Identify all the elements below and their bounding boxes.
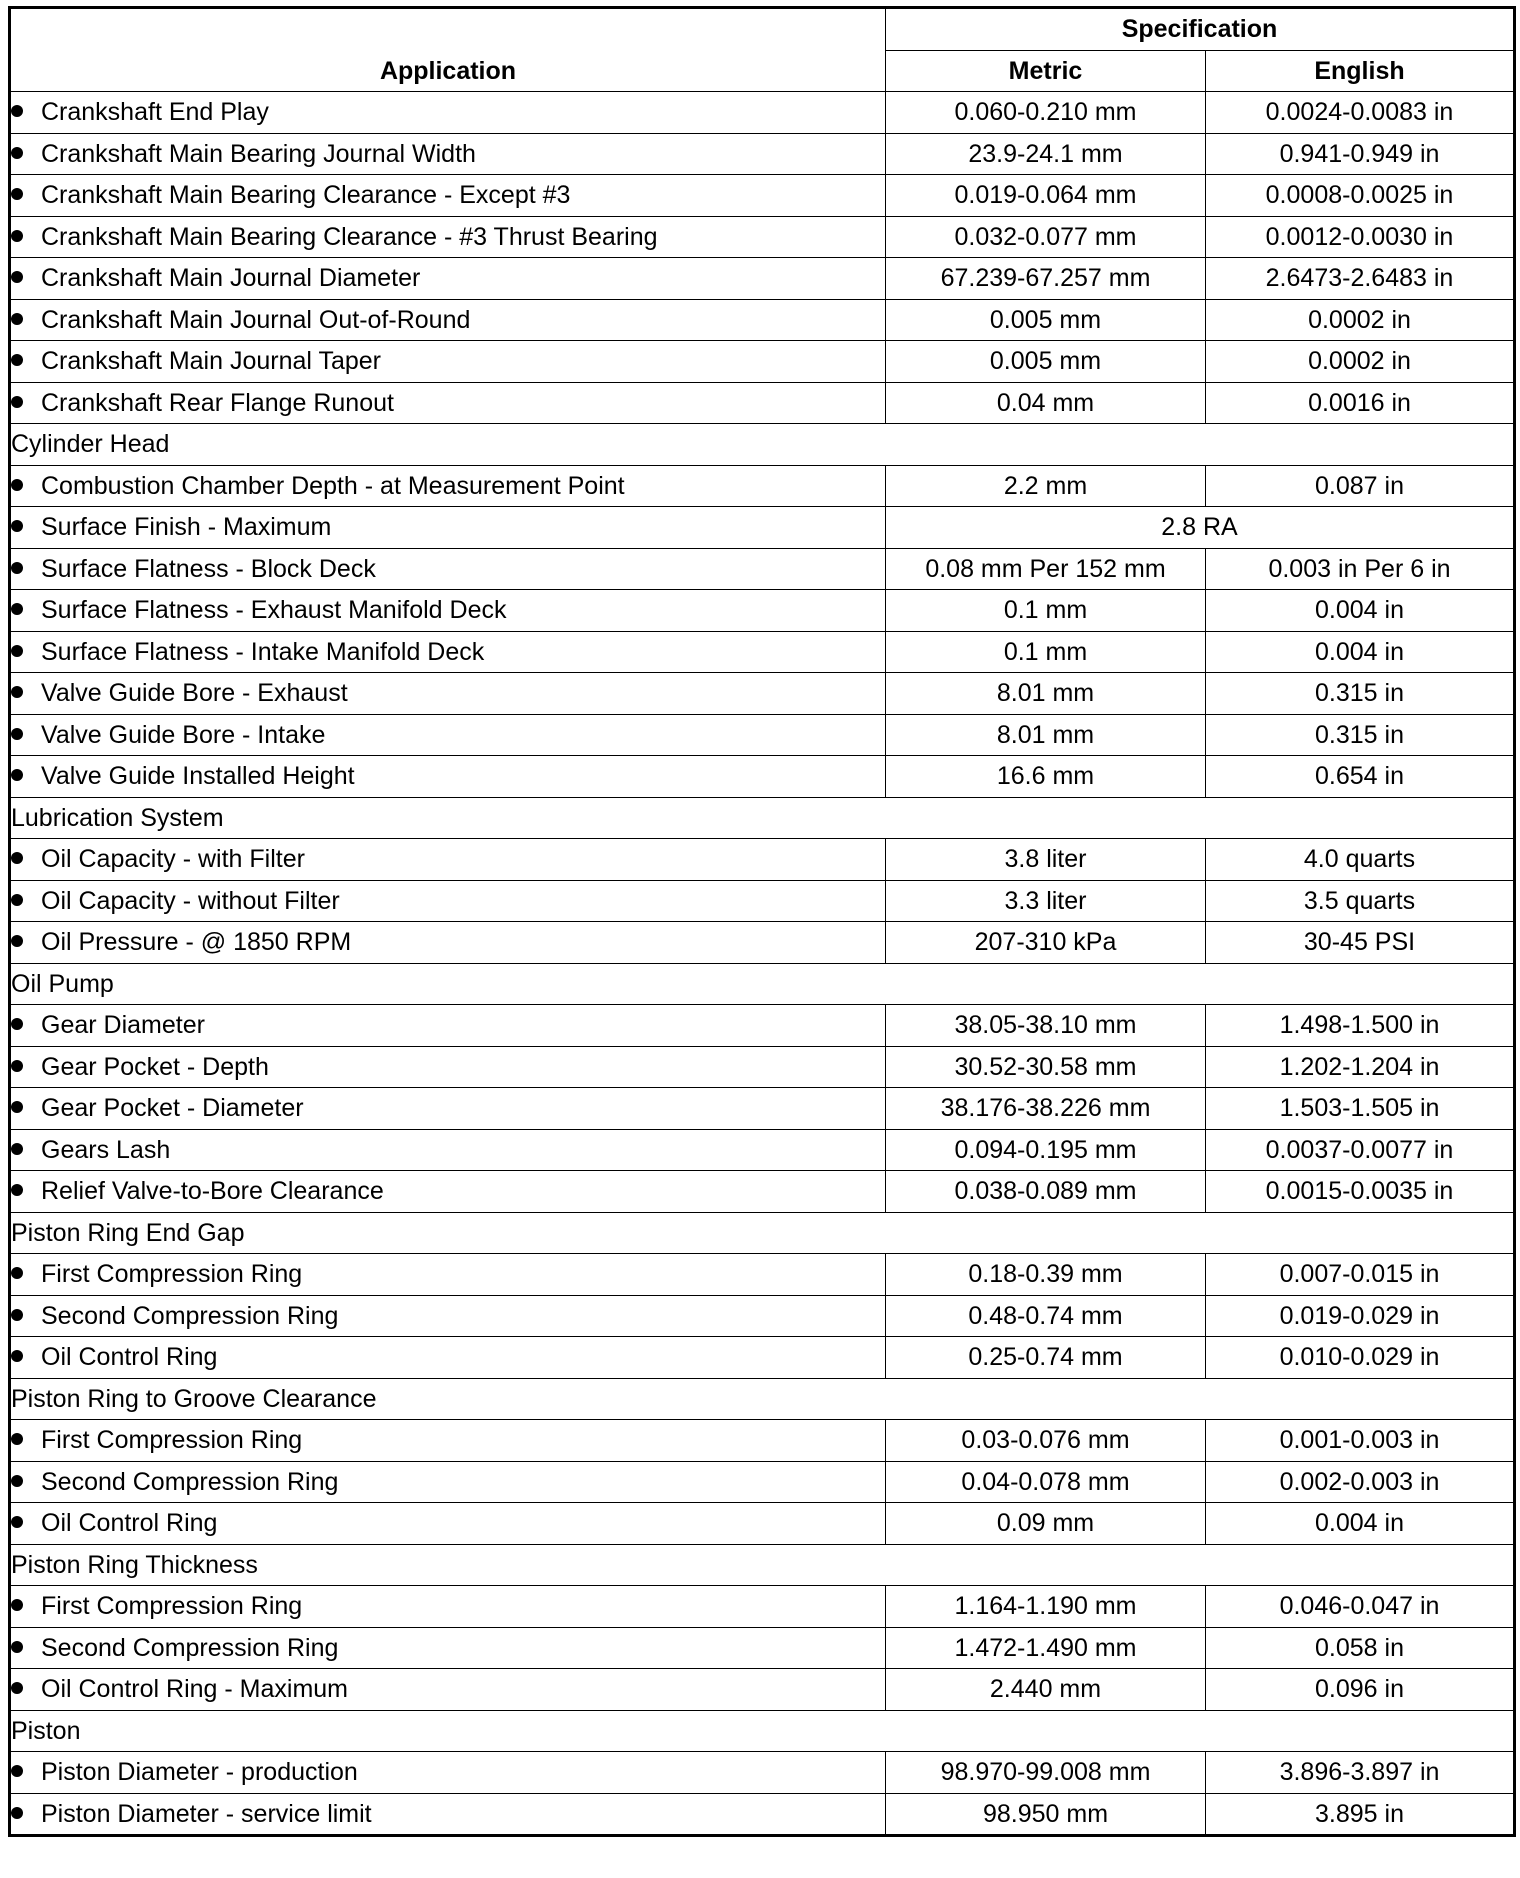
table-row [10,1503,1515,1545]
application-cell [10,1046,886,1088]
table-row [10,1088,1515,1130]
table-row [10,1586,1515,1628]
metric-value-cell: 98.950 mm [886,1793,1206,1836]
bullet-icon [11,1101,23,1113]
metric-value-cell: 0.48-0.74 mm [886,1295,1206,1337]
metric-value-cell: 38.176-38.226 mm [886,1088,1206,1130]
english-value-cell: 2.6473-2.6483 in [1206,258,1515,300]
application-label: Surface Flatness - Intake Manifold Deck [41,637,485,666]
application-cell [10,880,886,922]
application-cell [10,839,886,881]
bullet-icon [11,769,23,781]
table-row [10,507,1515,549]
english-value-cell: 0.004 in [1206,1503,1515,1545]
table-row [10,1752,1515,1794]
english-value-cell: 0.004 in [1206,631,1515,673]
english-value-cell: 0.087 in [1206,465,1515,507]
table-row [10,1461,1515,1503]
bullet-icon [11,852,23,864]
bullet-icon [11,1765,23,1777]
section-row [10,1212,1515,1254]
application-cell [10,258,886,300]
section-heading: Piston Ring to Groove Clearance [10,1378,1515,1420]
english-value-cell: 0.003 in Per 6 in [1206,548,1515,590]
application-label: First Compression Ring [41,1592,303,1620]
metric-value-cell: 30.52-30.58 mm [886,1046,1206,1088]
table-body [10,92,1515,1836]
english-value-cell: 3.896-3.897 in [1206,1752,1515,1794]
application-cell [10,1337,886,1379]
metric-header: Metric [886,50,1206,92]
section-heading: Lubrication System [10,797,1515,839]
bullet-icon [11,1433,23,1445]
table-row [10,1005,1515,1047]
application-label: Second Compression Ring [41,1301,339,1330]
bullet-icon [11,147,23,159]
english-value-cell: 0.941-0.949 in [1206,133,1515,175]
specification-header: Specification [886,8,1515,51]
metric-value-cell: 3.3 liter [886,880,1206,922]
english-value-cell: 0.315 in [1206,714,1515,756]
section-heading: Cylinder Head [10,424,1515,466]
bullet-icon [11,1184,23,1196]
table-row [10,1337,1515,1379]
bullet-icon [11,728,23,740]
application-cell [10,341,886,383]
table-row [10,133,1515,175]
english-value-cell: 3.895 in [1206,1793,1515,1836]
english-value-cell: 0.007-0.015 in [1206,1254,1515,1296]
table-row [10,548,1515,590]
bullet-icon [11,1350,23,1362]
bullet-icon [11,354,23,366]
metric-value-cell: 0.038-0.089 mm [886,1171,1206,1213]
application-cell [10,631,886,673]
application-cell [10,1254,886,1296]
application-cell [10,922,886,964]
application-label: First Compression Ring [41,1426,303,1454]
application-cell [10,1005,886,1047]
metric-value-cell: 8.01 mm [886,714,1206,756]
metric-value-cell: 16.6 mm [886,756,1206,798]
table-row [10,216,1515,258]
table-row [10,880,1515,922]
bullet-icon [11,271,23,283]
application-label: Piston Diameter - service limit [41,1799,372,1828]
bullet-icon [11,313,23,325]
application-label: Surface Flatness - Block Deck [41,554,376,583]
application-label: Second Compression Ring [41,1467,339,1496]
bullet-icon [11,1682,23,1694]
application-label: Crankshaft Main Journal Taper [41,347,381,375]
application-cell [10,175,886,217]
metric-value-cell: 207-310 kPa [886,922,1206,964]
application-label: Oil Pressure - @ 1850 RPM [41,928,352,956]
application-label: Crankshaft End Play [41,98,269,126]
section-heading: Piston Ring End Gap [10,1212,1515,1254]
bullet-icon [11,686,23,698]
table-row [10,1254,1515,1296]
table-row [10,175,1515,217]
metric-value-cell: 1.472-1.490 mm [886,1627,1206,1669]
application-cell [10,92,886,134]
metric-value-cell: 98.970-99.008 mm [886,1752,1206,1794]
section-row [10,797,1515,839]
english-value-cell: 0.001-0.003 in [1206,1420,1515,1462]
bullet-icon [11,1516,23,1528]
bullet-icon [11,1267,23,1279]
english-value-cell: 0.058 in [1206,1627,1515,1669]
specification-table [8,6,1516,1837]
table-row [10,258,1515,300]
metric-value-cell: 1.164-1.190 mm [886,1586,1206,1628]
application-cell [10,590,886,632]
section-row [10,424,1515,466]
application-label: Oil Capacity - with Filter [41,845,305,873]
application-cell [10,756,886,798]
english-header: English [1206,50,1515,92]
english-value-cell: 1.503-1.505 in [1206,1088,1515,1130]
table-row [10,341,1515,383]
application-cell [10,1295,886,1337]
section-row [10,963,1515,1005]
application-cell [10,1088,886,1130]
application-label: Gear Pocket - Depth [41,1052,269,1081]
application-label: Oil Control Ring [41,1509,218,1537]
application-cell [10,1503,886,1545]
table-row [10,1295,1515,1337]
application-label: Valve Guide Bore - Exhaust [41,679,348,707]
table-row [10,631,1515,673]
application-cell [10,1420,886,1462]
application-label: Valve Guide Bore - Intake [41,720,326,749]
bullet-icon [11,935,23,947]
application-label: Relief Valve-to-Bore Clearance [41,1177,384,1205]
english-value-cell: 0.654 in [1206,756,1515,798]
bullet-icon [11,603,23,615]
application-label: First Compression Ring [41,1260,303,1288]
english-value-cell: 0.046-0.047 in [1206,1586,1515,1628]
english-value-cell: 0.002-0.003 in [1206,1461,1515,1503]
application-cell [10,1627,886,1669]
table-row [10,1171,1515,1213]
table-row [10,382,1515,424]
table-row [10,590,1515,632]
metric-value-cell: 0.25-0.74 mm [886,1337,1206,1379]
application-label: Oil Capacity - without Filter [41,886,340,915]
english-value-cell: 0.0002 in [1206,299,1515,341]
english-value-cell: 0.0024-0.0083 in [1206,92,1515,134]
metric-value-cell: 0.03-0.076 mm [886,1420,1206,1462]
application-cell [10,465,886,507]
table-row [10,92,1515,134]
application-label: Oil Control Ring - Maximum [41,1675,349,1703]
bullet-icon [11,1475,23,1487]
application-cell [10,507,886,549]
metric-value-cell: 8.01 mm [886,673,1206,715]
section-heading: Oil Pump [10,963,1515,1005]
application-label: Crankshaft Rear Flange Runout [41,388,394,417]
application-label: Crankshaft Main Bearing Journal Width [41,139,476,168]
bullet-icon [11,1060,23,1072]
english-value-cell: 0.0002 in [1206,341,1515,383]
section-heading: Piston Ring Thickness [10,1544,1515,1586]
english-value-cell: 0.010-0.029 in [1206,1337,1515,1379]
bullet-icon [11,894,23,906]
table-row [10,839,1515,881]
table-row [10,1420,1515,1462]
application-cell [10,1793,886,1836]
table-row [10,1669,1515,1711]
application-cell [10,1752,886,1794]
application-cell [10,1129,886,1171]
application-label: Surface Finish - Maximum [41,513,332,541]
application-cell [10,382,886,424]
english-value-cell: 0.0016 in [1206,382,1515,424]
application-cell [10,673,886,715]
bullet-icon [11,520,23,532]
table-row [10,299,1515,341]
application-label: Gears Lash [41,1135,171,1164]
bullet-icon [11,645,23,657]
application-label: Combustion Chamber Depth - at Measurement Point [41,471,625,500]
metric-value-cell: 0.094-0.195 mm [886,1129,1206,1171]
metric-value-cell: 0.04-0.078 mm [886,1461,1206,1503]
application-label: Crankshaft Main Journal Diameter [41,264,421,292]
metric-value-cell: 0.18-0.39 mm [886,1254,1206,1296]
english-value-cell: 3.5 quarts [1206,880,1515,922]
application-cell [10,714,886,756]
metric-value-cell: 0.005 mm [886,341,1206,383]
english-value-cell: 1.202-1.204 in [1206,1046,1515,1088]
english-value-cell: 0.0015-0.0035 in [1206,1171,1515,1213]
metric-value-cell: 0.04 mm [886,382,1206,424]
application-label: Piston Diameter - production [41,1758,358,1786]
english-value-cell: 0.004 in [1206,590,1515,632]
bullet-icon [11,1309,23,1321]
table-row [10,1627,1515,1669]
application-label: Oil Control Ring [41,1343,218,1371]
application-label: Valve Guide Installed Height [41,762,355,790]
application-label: Gear Pocket - Diameter [41,1094,304,1122]
english-value-cell: 0.019-0.029 in [1206,1295,1515,1337]
metric-value-cell: 67.239-67.257 mm [886,258,1206,300]
bullet-icon [11,479,23,491]
english-value-cell: 4.0 quarts [1206,839,1515,881]
spec-value-cell: 2.8 RA [886,507,1515,549]
application-cell [10,1669,886,1711]
table-row [10,1046,1515,1088]
application-cell [10,1171,886,1213]
bullet-icon [11,1143,23,1155]
metric-value-cell: 0.032-0.077 mm [886,216,1206,258]
metric-value-cell: 2.440 mm [886,1669,1206,1711]
application-cell [10,1586,886,1628]
metric-value-cell: 0.08 mm Per 152 mm [886,548,1206,590]
metric-value-cell: 0.019-0.064 mm [886,175,1206,217]
application-label: Crankshaft Main Journal Out-of-Round [41,305,471,334]
metric-value-cell: 23.9-24.1 mm [886,133,1206,175]
english-value-cell: 0.0008-0.0025 in [1206,175,1515,217]
english-value-cell: 0.315 in [1206,673,1515,715]
section-heading: Piston [10,1710,1515,1752]
metric-value-cell: 0.1 mm [886,590,1206,632]
section-row [10,1544,1515,1586]
table-row [10,673,1515,715]
english-value-cell: 0.096 in [1206,1669,1515,1711]
application-label: Gear Diameter [41,1011,205,1039]
table-row [10,922,1515,964]
english-value-cell: 0.0037-0.0077 in [1206,1129,1515,1171]
bullet-icon [11,396,23,408]
section-row [10,1378,1515,1420]
application-header: Application [10,8,886,92]
application-cell [10,216,886,258]
section-row [10,1710,1515,1752]
table-row [10,756,1515,798]
metric-value-cell: 0.005 mm [886,299,1206,341]
table-row [10,465,1515,507]
metric-value-cell: 0.1 mm [886,631,1206,673]
application-cell [10,133,886,175]
application-cell [10,299,886,341]
bullet-icon [11,562,23,574]
metric-value-cell: 38.05-38.10 mm [886,1005,1206,1047]
bullet-icon [11,1807,23,1819]
english-value-cell: 1.498-1.500 in [1206,1005,1515,1047]
bullet-icon [11,1018,23,1030]
metric-value-cell: 3.8 liter [886,839,1206,881]
table-header [10,8,1515,92]
bullet-icon [11,188,23,200]
application-label: Crankshaft Main Bearing Clearance - Except #3 [41,181,571,209]
bullet-icon [11,105,23,117]
table-row [10,1793,1515,1836]
application-cell [10,548,886,590]
metric-value-cell: 0.09 mm [886,1503,1206,1545]
bullet-icon [11,1599,23,1611]
metric-value-cell: 2.2 mm [886,465,1206,507]
application-label: Crankshaft Main Bearing Clearance - #3 Thrust Bearing [41,222,658,251]
english-value-cell: 30-45 PSI [1206,922,1515,964]
application-label: Surface Flatness - Exhaust Manifold Deck [41,596,507,624]
application-label: Second Compression Ring [41,1633,339,1662]
table-row [10,1129,1515,1171]
english-value-cell: 0.0012-0.0030 in [1206,216,1515,258]
bullet-icon [11,230,23,242]
bullet-icon [11,1641,23,1653]
metric-value-cell: 0.060-0.210 mm [886,92,1206,134]
application-cell [10,1461,886,1503]
table-row [10,714,1515,756]
